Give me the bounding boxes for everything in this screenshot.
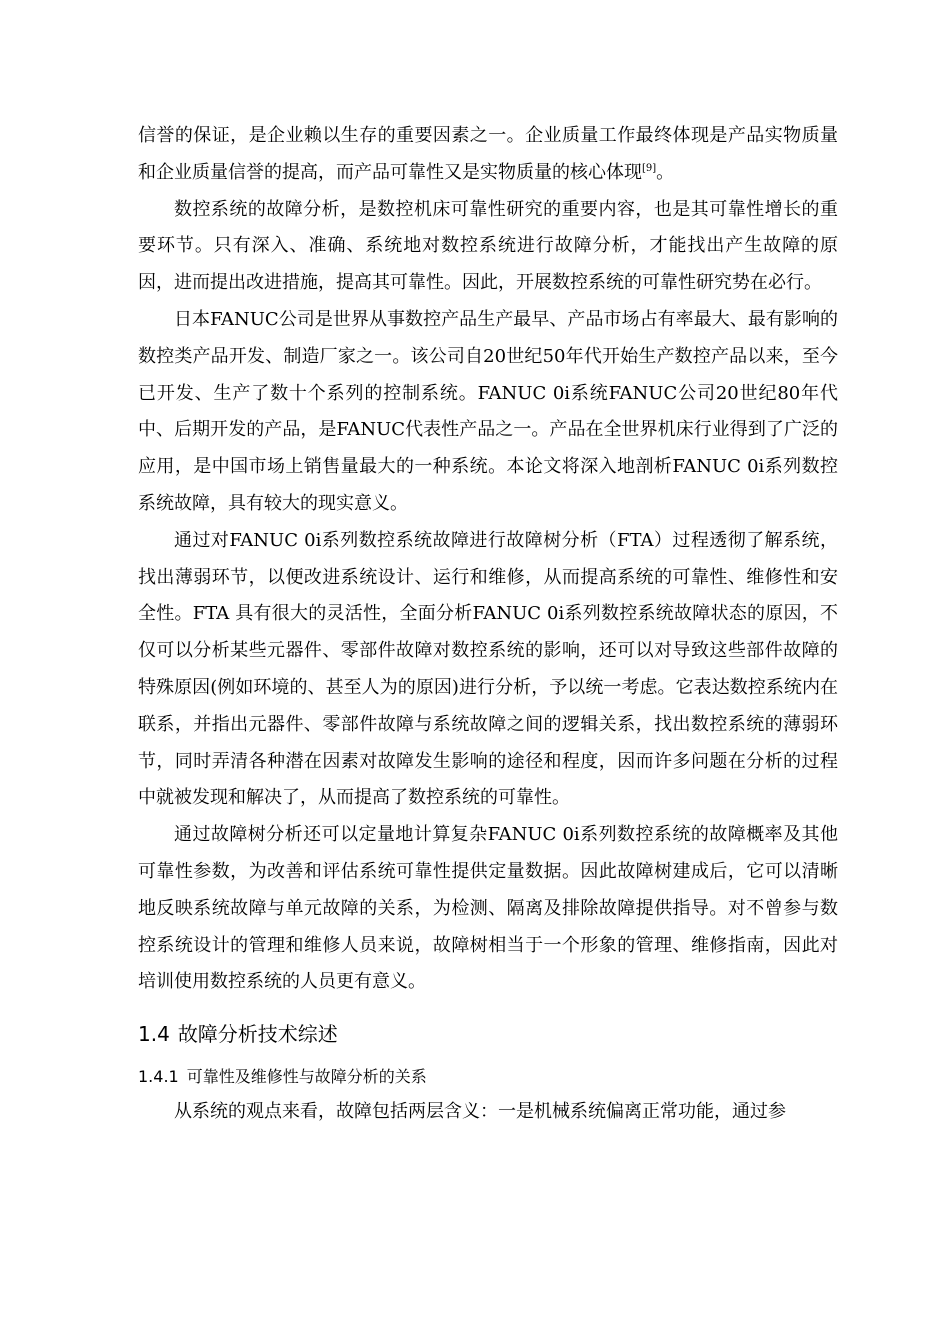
paragraph-5: 通过故障树分析还可以定量地计算复杂FANUC 0i系列数控系统的故障概率及其他可靠性参数，为改善和评估系统可靠性提供定量数据。因此故障树建成后，它可以清晰地反映系统故障与单元故障的关系，为检测、隔离及排除故障提供指导。对不曾参与数控系统设计的管理和维修人员来说，故障树相当于一个形象的管理、维修指南，因此对培训使用数控系统的人员更有意义。: [138, 824, 838, 993]
document-page: [138, 118, 838, 1131]
paragraph-4: 通过对FANUC 0i系列数控系统故障进行故障树分析（FTA）过程透彻了解系统，找出薄弱环节，以便改进系统设计、运行和维修，从而提高系统的可靠性、维修性和安全性。FTA 具有很大的灵活性，全面分析FANUC 0i系列数控系统故障状态的原因，不仅可以分析某些元器件、零部件故障对数控系统的影响，还可以对导致这些部件故障的特殊原因(例如环境的、甚至人为的原因)进行分析，予以统一考虑。它表达数控系统内在联系，并指出元器件、零部件故障与系统故障之间的逻辑关系，找出数控系统的薄弱环节，同时弄清各种潜在因素对故障发生影响的途径和程度，因而许多问题在分析的过程中就被发现和解决了，从而提高了数控系统的可靠性。: [138, 529, 838, 809]
paragraph-6: 从系统的观点来看，故障包括两层含义：一是机械系统偏离正常功能，通过参: [174, 1101, 786, 1123]
section-heading: [138, 1016, 838, 1052]
section-number: 1.4: [138, 1022, 170, 1047]
citation-ref[interactable]: [9]: [642, 162, 657, 174]
paragraph-1-tail: 。: [656, 161, 675, 183]
subsection-number: 1.4.1: [138, 1067, 179, 1087]
paragraph-2: 数控系统的故障分析，是数控机床可靠性研究的重要内容，也是其可靠性增长的重要环节。只有深入、准确、系统地对数控系统进行故障分析，才能找出产生故障的原因，进而提出改进措施，提高其可靠性。因此，开展数控系统的可靠性研究势在必行。: [138, 198, 838, 294]
paragraph-1-text: 信誉的保证，是企业赖以生存的重要因素之一。企业质量工作最终体现是产品实物质量和企业质量信誉的提高，而产品可靠性又是实物质量的核心体现: [138, 125, 838, 183]
subsection-heading: [138, 1060, 838, 1094]
section-title: 故障分析技术综述: [177, 1022, 338, 1047]
paragraph-1: [138, 118, 838, 192]
paragraph-3: 日本FANUC公司是世界从事数控产品生产最早、产品市场占有率最大、最有影响的数控类产品开发、制造厂家之一。该公司自20世纪50年代开始生产数控产品以来，至今已开发、生产了数十个系列的控制系统。FANUC 0i系统FANUC公司20世纪80年代中、后期开发的产品，是FANUC代表性产品之一。产品在全世界机床行业得到了广泛的应用，是中国市场上销售量最大的一种系统。本论文将深入地剖析FANUC 0i系列数控系统故障，具有较大的现实意义。: [138, 308, 838, 514]
subsection-title: 可靠性及维修性与故障分析的关系: [186, 1067, 427, 1087]
